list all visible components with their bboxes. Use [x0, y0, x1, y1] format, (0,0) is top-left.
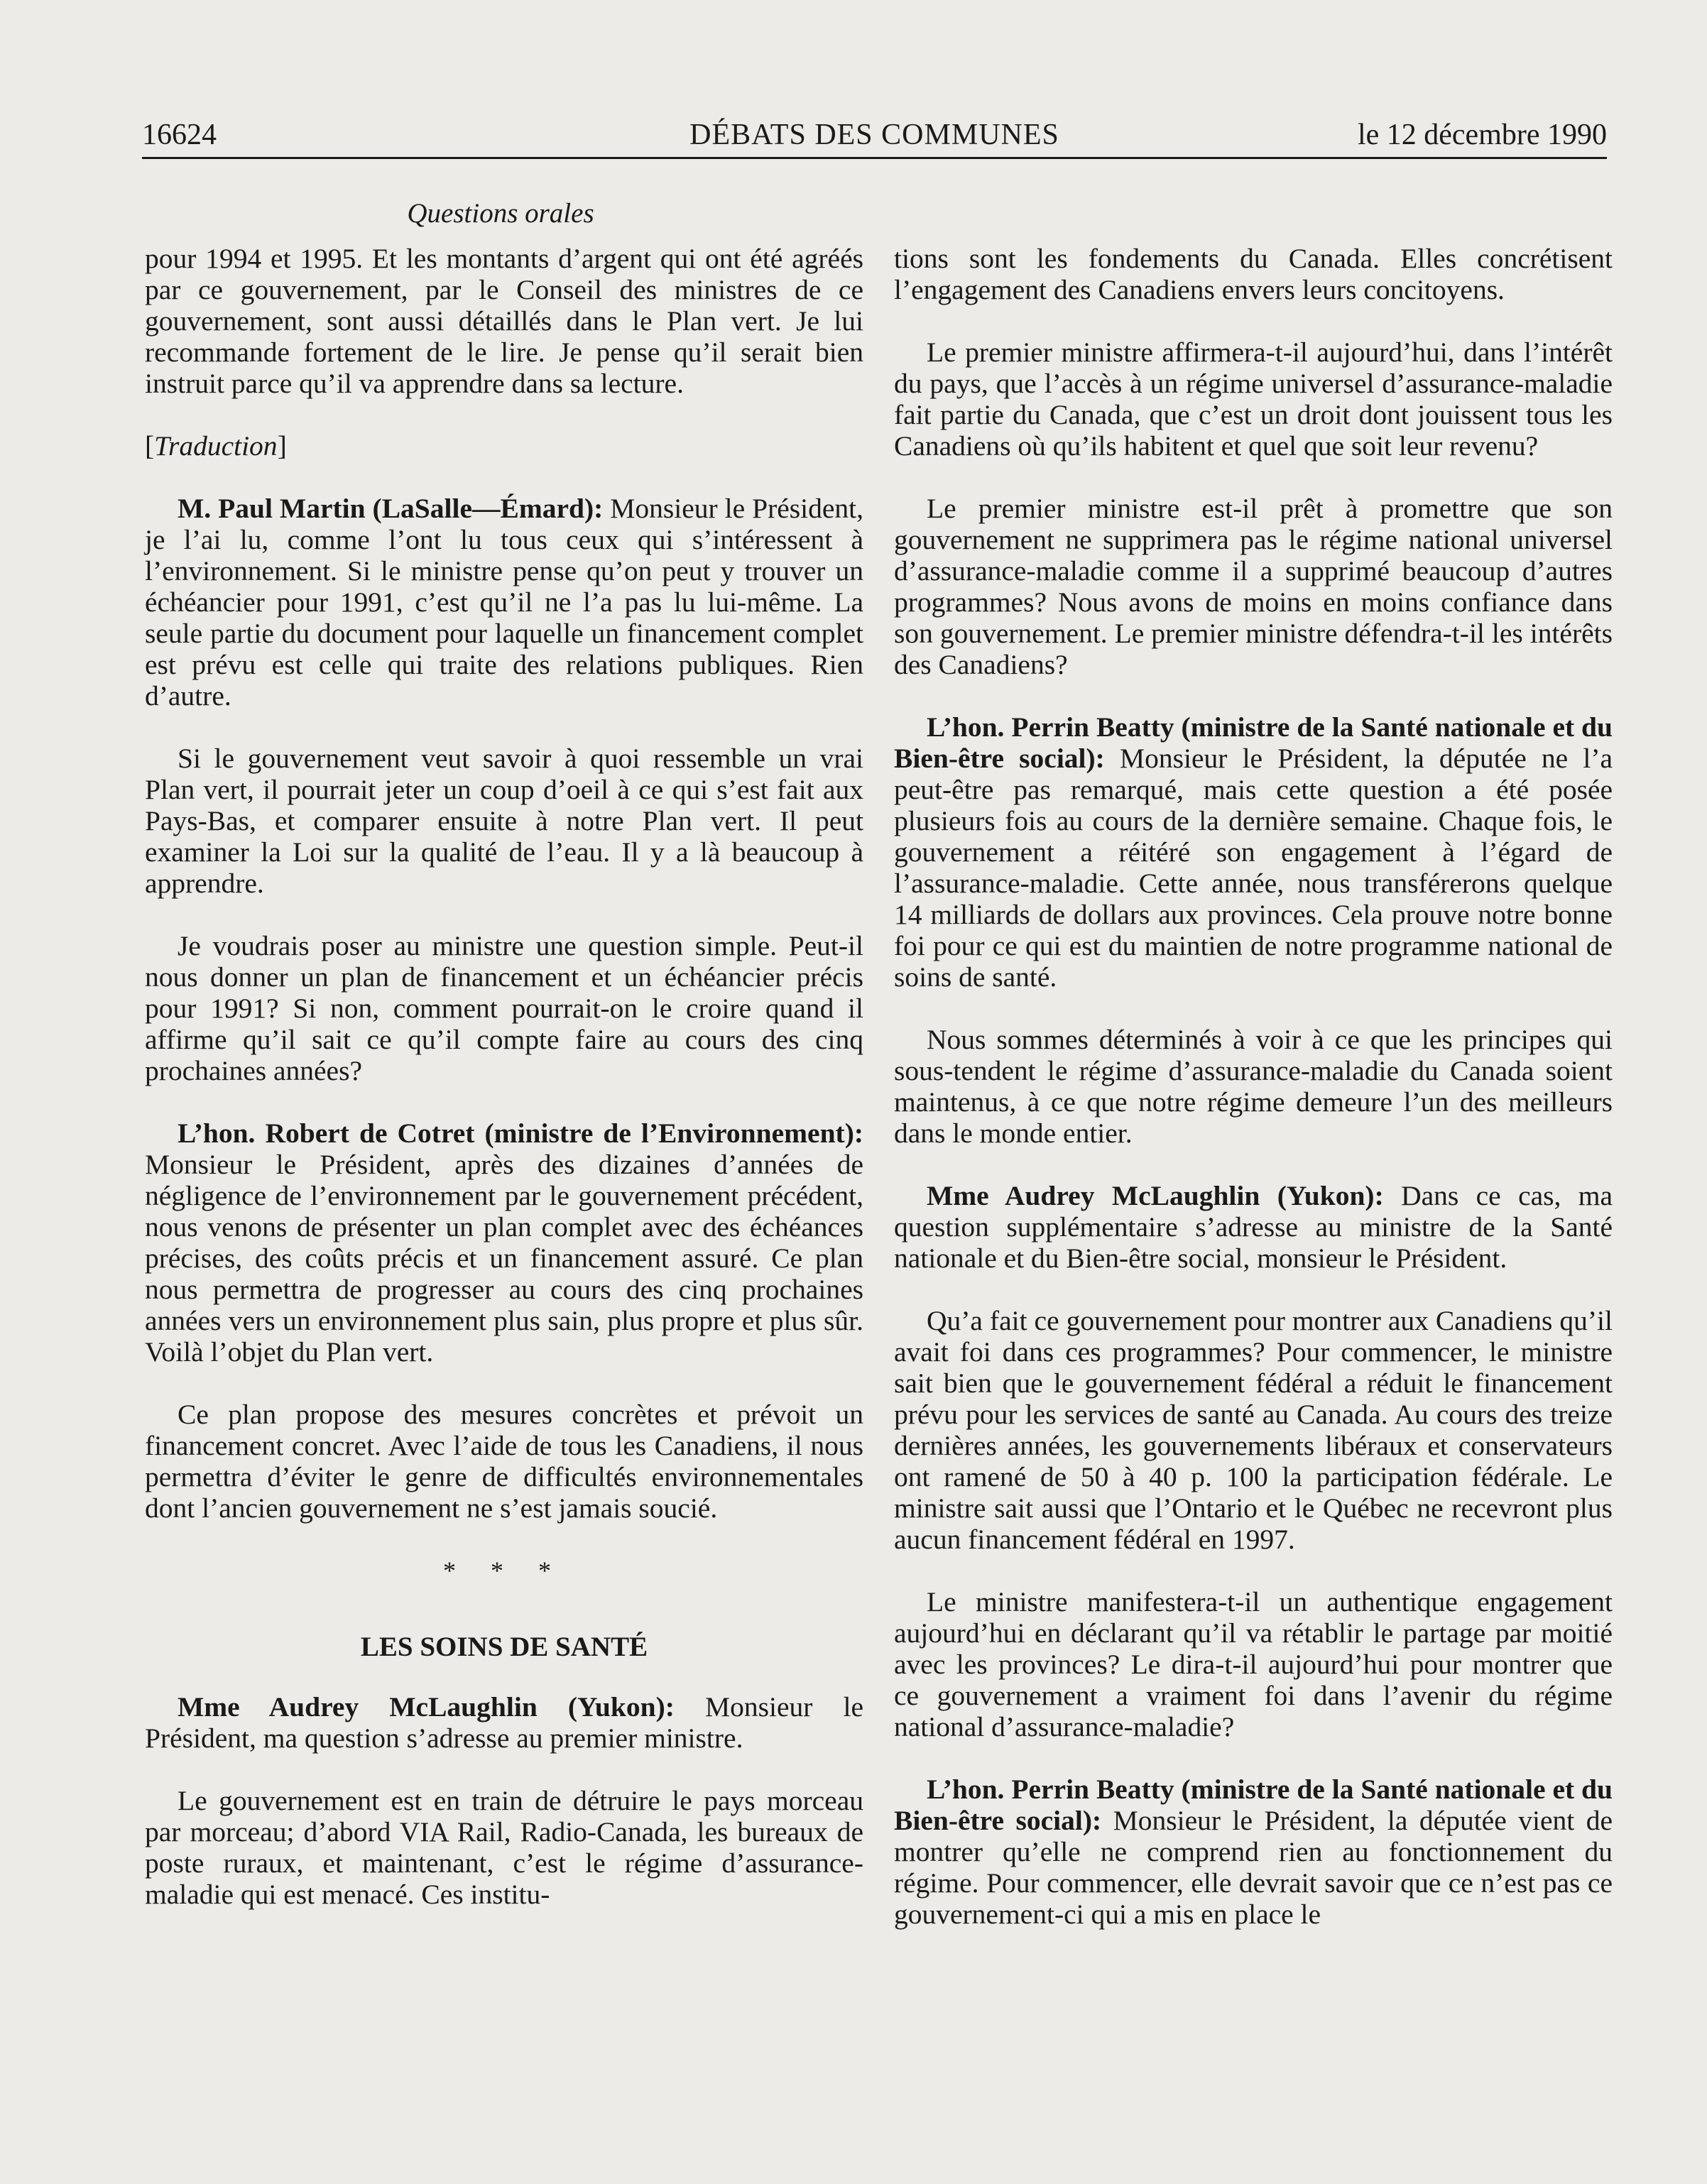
left-column: [145, 243, 863, 1910]
paragraph: Qu’a fait ce gouvernement pour montrer aux Canadiens qu’il avait foi dans ces programmes? Pour commencer, le ministre sait bien que le gouvernement fédéral a réduit le financement prévu pour les services de santé au Canada. Au cours des treize dernières années, les gouvernements libéraux et conservateurs ont ramené de 50 à 40 p. 100 la participation fédérale. Le ministre sait aussi que l’Ontario et le Québec ne recevront plus aucun financement fédéral en 1997.: [894, 1305, 1613, 1555]
paragraph: Mme Audrey McLaughlin (Yukon): Monsieur le Président, ma question s’adresse au premier ministre.: [145, 1691, 863, 1754]
right-column: [894, 243, 1613, 1930]
translation-note: [Traduction]: [145, 430, 287, 462]
page-number: 16624: [142, 119, 217, 151]
speaker-name: L’hon. Perrin Beatty (ministre de la Santé nationale et du Bien-être social):: [894, 1774, 1613, 1836]
paragraph: tions sont les fondements du Canada. Elles concrétisent l’engagement des Canadiens envers leurs concitoyens.: [894, 243, 1613, 305]
paragraph: Ce plan propose des mesures concrètes et prévoit un financement concret. Avec l’aide de tous les Canadiens, il nous permettra d’éviter le genre de difficultés environnementales dont l’ancien gouvernement ne s’est jamais soucié.: [145, 1399, 863, 1524]
paragraph: Si le gouvernement veut savoir à quoi ressemble un vrai Plan vert, il pourrait jeter un coup d’oeil à ce qui s’est fait aux Pays-Bas, et comparer ensuite à notre Plan vert. Il peut examiner la Loi sur la qualité de l’eau. Il y a là beaucoup à apprendre.: [145, 743, 863, 899]
paragraph: Le premier ministre est-il prêt à promettre que son gouvernement ne supprimera pas le régime national universel d’assurance-maladie comme il a supprimé beaucoup d’autres programmes? Nous avons de moins en moins confiance dans son gouvernement. Le premier ministre défendra-t-il les intérêts des Canadiens?: [894, 493, 1613, 680]
page-header: [142, 114, 1607, 159]
paragraph: Mme Audrey McLaughlin (Yukon): Dans ce cas, ma question supplémentaire s’adresse au ministre de la Santé nationale et du Bien-être social, monsieur le Président.: [894, 1180, 1613, 1274]
section-heading: LES SOINS DE SANTÉ: [360, 1632, 648, 1662]
paragraph: Le ministre manifestera-t-il un authentique engagement aujourd’hui en déclarant qu’il va rétablir le partage par moitié avec les provinces? Le dira-t-il aujourd’hui pour montrer que ce gouvernement a vraiment foi dans l’avenir du régime national d’assurance-maladie?: [894, 1586, 1613, 1742]
paragraph: Le premier ministre affirmera-t-il aujourd’hui, dans l’intérêt du pays, que l’accès à un régime universel d’assurance-maladie fait partie du Canada, que c’est un droit dont jouissent tous les Canadiens où qu’ils habitent et quel que soit leur revenu?: [894, 337, 1613, 462]
speaker-name: L’hon. Perrin Beatty (ministre de la Santé nationale et du Bien-être social):: [894, 711, 1613, 774]
issue-date: le 12 décembre 1990: [1357, 119, 1607, 151]
paragraph: L’hon. Perrin Beatty (ministre de la Santé nationale et du Bien-être social): Monsieur le Président, la députée ne l’a peut-être pas remarqué, mais cette question a été posée plusieurs fois au cours de la dernière semaine. Chaque fois, le gouvernement a réitéré son engagement à l’égard de l’assurance-maladie. Cette année, nous transférerons quelque 14 milliards de dollars aux provinces. Cela prouve notre bonne foi pour ce qui est du maintien de notre programme national de soins de santé.: [894, 711, 1613, 993]
paragraph: Le gouvernement est en train de détruire le pays morceau par morceau; d’abord VIA Rail, Radio-Canada, les bureaux de poste ruraux, et maintenant, c’est le régime d’assurance-maladie qui est menacé. Ces institu-: [145, 1785, 863, 1910]
paragraph: Nous sommes déterminés à voir à ce que les principes qui sous-tendent le régime d’assurance-maladie du Canada soient maintenus, à ce que notre régime demeure l’un des meilleurs dans le monde entier.: [894, 1024, 1613, 1149]
paragraph: pour 1994 et 1995. Et les montants d’argent qui ont été agréés par ce gouvernement, par le Conseil des ministres de ce gouvernement, sont aussi détaillés dans le Plan vert. Je lui recommande fortement de le lire. Je pense qu’il serait bien instruit parce qu’il va apprendre dans sa lecture.: [145, 243, 863, 399]
journal-title: DÉBATS DES COMMUNES: [689, 119, 1059, 151]
paragraph: L’hon. Robert de Cotret (ministre de l’Environnement): Monsieur le Président, après des dizaines d’années de négligence de l’environnement par le gouvernement précédent, nous venons de présenter un plan complet avec des échéances précises, des coûts précis et un financement assuré. Ce plan nous permettra de progresser au cours des cinq prochaines années vers un environnement plus sain, plus propre et plus sûr. Voilà l’objet du Plan vert.: [145, 1118, 863, 1367]
section-label: Questions orales: [407, 198, 594, 229]
paragraph: M. Paul Martin (LaSalle—Émard): Monsieur le Président, je l’ai lu, comme l’ont lu tous ceux qui s’intéressent à l’environnement. Si le ministre pense qu’on peut y trouver un échéancier pour 1991, c’est qu’il ne l’a pas lu lui-même. La seule partie du document pour laquelle un financement complet est prévu est celle qui traite des relations publiques. Rien d’autre.: [145, 493, 863, 711]
paragraph: L’hon. Perrin Beatty (ministre de la Santé nationale et du Bien-être social): Monsieur le Président, la députée vient de montrer qu’elle ne comprend rien au fonctionnement du régime. Pour commencer, elle devrait savoir que ce n’est pas ce gouvernement-ci qui a mis en place le: [894, 1774, 1613, 1930]
speaker-name: L’hon. Robert de Cotret (ministre de l’Environnement):: [178, 1118, 863, 1149]
speaker-name: M. Paul Martin (LaSalle—Émard):: [178, 493, 604, 524]
section-separator: * * *: [443, 1556, 565, 1585]
speaker-name: Mme Audrey McLaughlin (Yukon):: [178, 1691, 675, 1722]
speaker-name: Mme Audrey McLaughlin (Yukon):: [927, 1180, 1384, 1211]
paragraph: Je voudrais poser au ministre une question simple. Peut-il nous donner un plan de financement et un échéancier précis pour 1991? Si non, comment pourrait-on le croire quand il affirme qu’il sait ce qu’il compte faire au cours des cinq prochaines années?: [145, 930, 863, 1086]
header-rule: [142, 157, 1607, 159]
